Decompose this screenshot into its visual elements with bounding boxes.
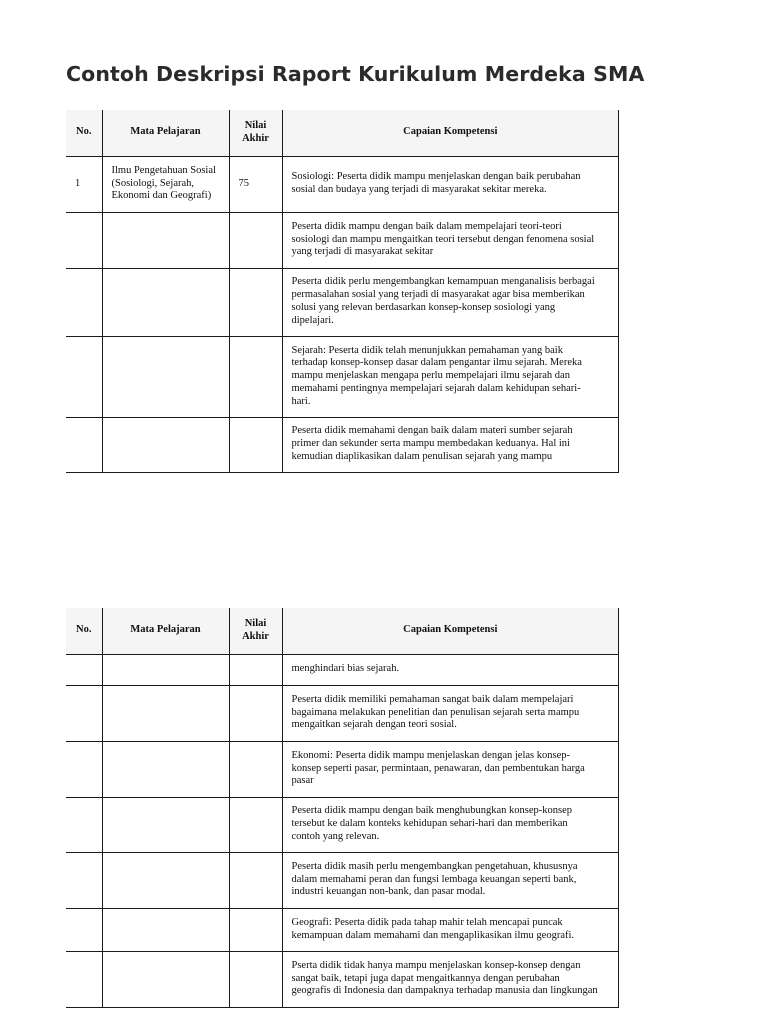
table-row (66, 654, 619, 685)
header-nilai-akhir (229, 608, 282, 654)
cell-mata-pelajaran (102, 685, 229, 741)
table-row (66, 336, 619, 417)
capaian-line: sosial dan budaya yang terjadi di masyarakat sekitar mereka. (291, 184, 547, 195)
page-title: Contoh Deskripsi Raport Kurikulum Merdeka SMA (66, 62, 645, 86)
cell-no: 1 (66, 156, 102, 212)
cell-no (66, 908, 102, 951)
cell-capaian (282, 654, 619, 685)
cell-nilai-akhir (229, 336, 282, 417)
table-row (66, 908, 619, 951)
header-nilai-line2: Akhir (242, 132, 269, 144)
cell-nilai-akhir (229, 908, 282, 951)
cell-no (66, 797, 102, 852)
capaian-line: menghindari bias sejarah. (291, 663, 400, 675)
table-row (66, 212, 619, 268)
capaian-line: bagaimana melakukan penelitian dan penulisan sejarah serta mampu (291, 706, 580, 718)
header-no: No. (66, 110, 102, 156)
capaian-line: Peserta didik mampu dengan baik dalam mempelajari teori-teori (291, 220, 562, 232)
cell-capaian (282, 951, 619, 1007)
capaian-line: Peserta didik mampu dengan baik menghubungkan konsep-konsep (291, 805, 573, 817)
header-capaian-kompetensi: Capaian Kompetensi (282, 608, 619, 654)
cell-nilai-akhir (229, 741, 282, 797)
cell-capaian (282, 212, 619, 268)
capaian-line: Peserta didik perlu mengembangkan kemampuan menganalisis berbagai (291, 276, 595, 288)
capaian-line: Sosiologi: Peserta didik mampu menjelaskan dengan baik perubahan (291, 171, 581, 183)
cell-mata-pelajaran (102, 741, 229, 797)
cell-nilai-akhir: 75 (229, 156, 282, 212)
capaian-line: hari. (291, 395, 311, 407)
report-table-2 (66, 608, 619, 1008)
table-row (66, 417, 619, 472)
cell-capaian (282, 908, 619, 951)
cell-mata-pelajaran (102, 417, 229, 472)
report-table-1 (66, 110, 619, 473)
cell-capaian (282, 417, 619, 472)
capaian-line: contoh yang relevan. (291, 830, 380, 842)
cell-nilai-akhir (229, 417, 282, 472)
capaian-line: mampu menjelaskan mengapa perlu mempelajari ilmu sejarah dan (291, 370, 570, 382)
cell-mata-pelajaran (102, 797, 229, 852)
table-row (66, 685, 619, 741)
capaian-line: konsep seperti pasar, permintaan, penawaran, dan pembentukan harga (291, 762, 585, 774)
cell-capaian (282, 685, 619, 741)
cell-nilai-akhir (229, 797, 282, 852)
capaian-line: sosiologi dan mampu mengaitkan teori tersebut dengan fenomena sosial (291, 233, 595, 245)
cell-no (66, 951, 102, 1007)
cell-capaian (282, 741, 619, 797)
cell-nilai-akhir (229, 852, 282, 908)
capaian-line: terhadap konsep-konsep dasar dalam pengantar ilmu sejarah. Mereka (291, 357, 582, 369)
capaian-line: dalam memahami peran dan fungsi lembaga keuangan seperti bank, (291, 873, 577, 885)
capaian-line: tersebut ke dalam konteks kehidupan sehari-hari dan memberikan (291, 818, 568, 830)
cell-mata-pelajaran (102, 336, 229, 417)
capaian-line: geografis di Indonesia dan dampaknya terhadap manusia dan lingkungan (291, 985, 598, 997)
mapel-line: Ekonomi dan Geografi) (111, 190, 212, 202)
capaian-line: mengaitkan sejarah dengan teori sosial. (291, 719, 457, 731)
capaian-line: Sejarah: Peserta didik telah menunjukkan pemahaman yang baik (291, 344, 563, 356)
header-nilai-line1: Nilai (244, 119, 267, 131)
capaian-line: solusi yang relevan berdasarkan konsep-konsep sosiologi yang (291, 302, 556, 313)
cell-nilai-akhir (229, 268, 282, 336)
table-row (66, 797, 619, 852)
capaian-line: Ekonomi: Peserta didik mampu menjelaskan dengan jelas konsep- (291, 749, 570, 761)
cell-no (66, 336, 102, 417)
cell-no (66, 654, 102, 685)
capaian-line: kemampuan dalam memahami dan mengaplikasikan ilmu geografi. (291, 929, 575, 941)
capaian-line: memahami pentingnya mempelajari sejarah dalam kehidupan sehari- (291, 382, 581, 394)
capaian-line: yang terjadi di masyarakat sekitar (291, 246, 434, 258)
cell-capaian (282, 336, 619, 417)
header-nilai-line2: Akhir (242, 630, 269, 642)
header-mata-pelajaran: Mata Pelajaran (102, 110, 229, 156)
capaian-line: permasalahan sosial yang terjadi di masyarakat agar bisa memberikan (291, 289, 585, 301)
table-row (66, 951, 619, 1007)
table-header-row (66, 110, 619, 156)
mapel-line: Ilmu Pengetahuan Sosial (111, 164, 216, 176)
capaian-line: Peserta didik memiliki pemahaman sangat baik dalam mempelajari (291, 693, 574, 705)
table-row (66, 268, 619, 336)
cell-capaian (282, 852, 619, 908)
cell-nilai-akhir (229, 685, 282, 741)
cell-no (66, 212, 102, 268)
capaian-line: Peserta didik masih perlu mengembangkan pengetahuan, khususnya (291, 860, 578, 872)
capaian-line: industri keuangan non-bank, dan pasar modal. (291, 886, 486, 898)
capaian-line: primer dan sekunder serta mampu membedakan keduanya. Hal ini (291, 438, 570, 450)
header-no: No. (66, 608, 102, 654)
mapel-line: (Sosiologi, Sejarah, (111, 177, 195, 189)
cell-no (66, 852, 102, 908)
header-nilai-akhir (229, 110, 282, 156)
cell-nilai-akhir (229, 654, 282, 685)
cell-nilai-akhir (229, 951, 282, 1007)
cell-capaian (282, 797, 619, 852)
capaian-line: Peserta didik memahami dengan baik dalam materi sumber sejarah (291, 425, 573, 437)
cell-nilai-akhir (229, 212, 282, 268)
cell-no (66, 741, 102, 797)
capaian-line: sangat baik, tetapi juga dapat mengaitkannya dengan perubahan (291, 972, 560, 984)
cell-mata-pelajaran (102, 654, 229, 685)
header-capaian-kompetensi: Capaian Kompetensi (282, 110, 619, 156)
table-row (66, 156, 619, 212)
cell-no (66, 417, 102, 472)
table-row (66, 741, 619, 797)
header-mata-pelajaran: Mata Pelajaran (102, 608, 229, 654)
cell-no (66, 268, 102, 336)
capaian-line: Pserta didik tidak hanya mampu menjelaskan konsep-konsep dengan (291, 959, 581, 971)
cell-mata-pelajaran (102, 951, 229, 1007)
table-row (66, 852, 619, 908)
cell-capaian (282, 268, 619, 336)
cell-mata-pelajaran (102, 268, 229, 336)
capaian-line: pasar (291, 775, 314, 787)
capaian-line: Geografi: Peserta didik pada tahap mahir telah mencapai puncak (291, 916, 563, 928)
cell-mata-pelajaran (102, 156, 229, 212)
cell-no (66, 685, 102, 741)
cell-mata-pelajaran (102, 908, 229, 951)
cell-capaian (282, 156, 619, 212)
table-header-row (66, 608, 619, 654)
capaian-line: kemudian diaplikasikan dalam penulisan sejarah yang mampu (291, 450, 553, 462)
header-nilai-line1: Nilai (244, 617, 267, 629)
cell-mata-pelajaran (102, 852, 229, 908)
capaian-line: dipelajari. (291, 314, 334, 326)
cell-mata-pelajaran (102, 212, 229, 268)
